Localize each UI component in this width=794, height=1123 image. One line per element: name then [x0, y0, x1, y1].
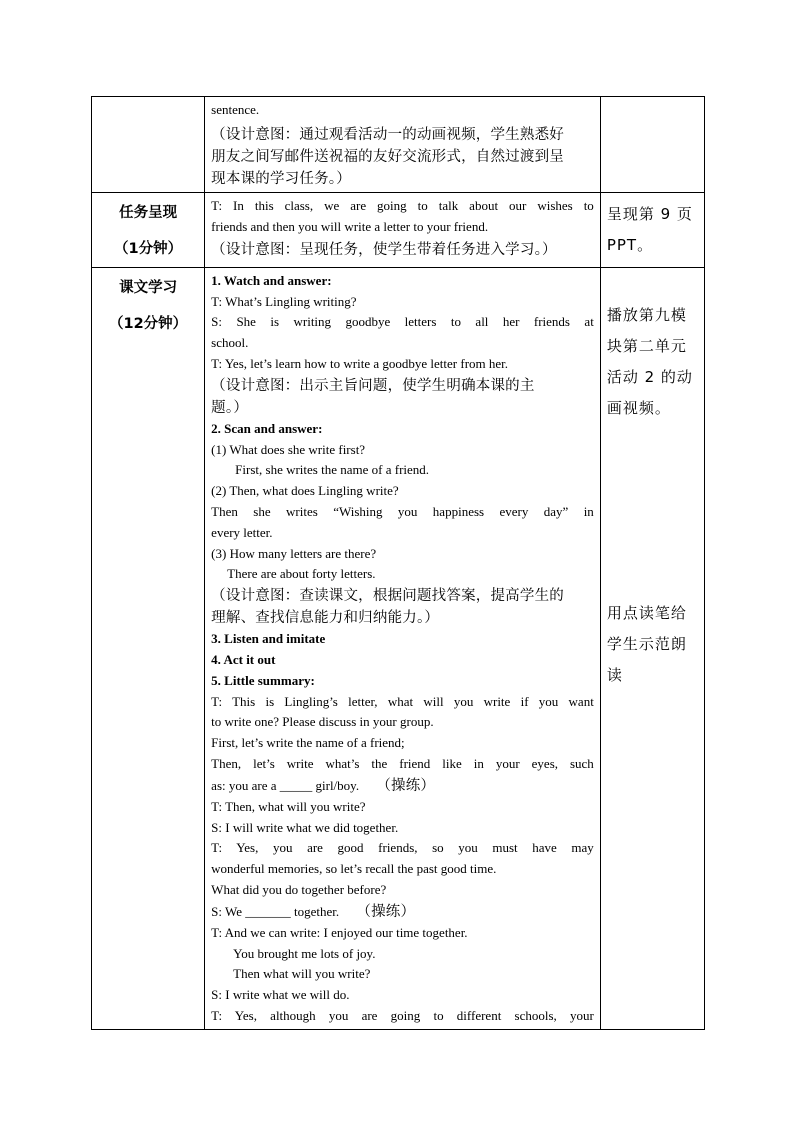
note-line: 活动 2 的动: [606, 367, 693, 386]
note-line: 块第二单元: [606, 336, 687, 355]
note-line: 画视频。: [606, 398, 671, 417]
text-line: T: And we can write: I enjoyed our time together.: [211, 924, 468, 940]
table-row: [92, 267, 705, 1029]
step-heading: 5. Little summary:: [211, 672, 315, 688]
text-line: S: We _______ together. （操练）: [211, 903, 416, 920]
practice-tag: （操练）: [376, 777, 436, 794]
section-cell: [92, 97, 205, 193]
text-line: Then she writes “Wishing you happiness every day” in: [211, 503, 594, 519]
text-line: (2) Then, what does Lingling write?: [211, 483, 399, 499]
text-line: S: She is writing goodbye letters to all her friends at: [211, 314, 594, 330]
content-cell: [205, 97, 601, 193]
notes-cell: [600, 192, 704, 267]
note-line: 呈现第 9 页: [606, 204, 693, 223]
step-heading: 4. Act it out: [211, 651, 276, 667]
text-line: There are about forty letters.: [227, 566, 376, 582]
text-line: (1) What does she write first?: [211, 441, 366, 457]
note-line: 用点读笔给: [606, 603, 687, 622]
text-line: friends and then you will write a letter to your friend.: [211, 218, 489, 234]
text-line: S: I write what we will do.: [211, 987, 350, 1003]
design-note: （设计意图：呈现任务，使学生带着任务进入学习。）: [211, 242, 557, 259]
text-line: Then what will you write?: [233, 966, 371, 982]
table-row: [92, 97, 705, 193]
section-title: 任务呈现: [119, 204, 178, 221]
note-line: 播放第九模: [606, 305, 687, 324]
text-line: Then, let’s write what’s the friend like in your eyes, such: [211, 755, 594, 771]
text-line: as: you are a _____ girl/boy. （操练）: [211, 777, 436, 794]
text-line: First, she writes the name of a friend.: [235, 462, 430, 478]
section-cell: [92, 192, 205, 267]
section-title: 课文学习: [119, 279, 178, 296]
design-note: （设计意图：出示主旨问题，使学生明确本课的主 题。）: [211, 377, 535, 416]
notes-cell: [600, 97, 704, 193]
text-line: T: Yes, let’s learn how to write a goodbye letter from her.: [211, 355, 509, 371]
text-line: First, let’s write the name of a friend;: [211, 735, 405, 751]
design-note: （设计意图：查读课文，根据问题找答案，提高学生的 理解、查找信息能力和归纳能力。）: [211, 588, 564, 627]
text-line: T: Yes, you are good friends, so you must have may: [211, 840, 594, 856]
note-line: 学生示范朗: [606, 634, 687, 653]
text-line: wonderful memories, so let’s recall the past good time.: [211, 861, 497, 877]
content-cell: [205, 267, 601, 1029]
notes-cell: [600, 267, 704, 1029]
text-line: T: What’s Lingling writing?: [211, 293, 357, 309]
note-line: 读: [606, 665, 623, 684]
content-cell: [205, 192, 601, 267]
step-heading: 3. Listen and imitate: [211, 631, 326, 647]
design-note: （设计意图：通过观看活动一的动画视频，学生熟悉好 朋友之间写邮件送祝福的友好交流形式，自然过渡到呈 现本课的学习任务。）: [211, 126, 564, 187]
text-line: T: Then, what will you write?: [211, 798, 366, 814]
text-line: sentence.: [211, 102, 260, 117]
section-time: （1分钟）: [114, 240, 183, 257]
text-line: T: Yes, although you are going to different schools, your: [211, 1007, 594, 1023]
text-line: S: I will write what we did together.: [211, 819, 399, 835]
text-line: T: In this class, we are going to talk about our wishes to: [211, 197, 594, 213]
text-line: You brought me lots of joy.: [233, 945, 376, 961]
text-line: (3) How many letters are there?: [211, 545, 377, 561]
text-line: every letter.: [211, 524, 273, 540]
text-line: school.: [211, 335, 249, 351]
note-line: PPT。: [606, 235, 654, 254]
text-line: T: This is Lingling’s letter, what will you write if you want: [211, 693, 594, 709]
practice-tag: （操练）: [356, 903, 416, 920]
text-line: to write one? Please discuss in your group.: [211, 714, 434, 730]
section-time: （12分钟）: [108, 315, 188, 332]
lesson-plan-table: [91, 96, 705, 1030]
table-row: [92, 192, 705, 267]
text-line: What did you do together before?: [211, 881, 387, 897]
step-heading: 1. Watch and answer:: [211, 272, 332, 288]
section-cell: [92, 267, 205, 1029]
step-heading: 2. Scan and answer:: [211, 420, 323, 436]
